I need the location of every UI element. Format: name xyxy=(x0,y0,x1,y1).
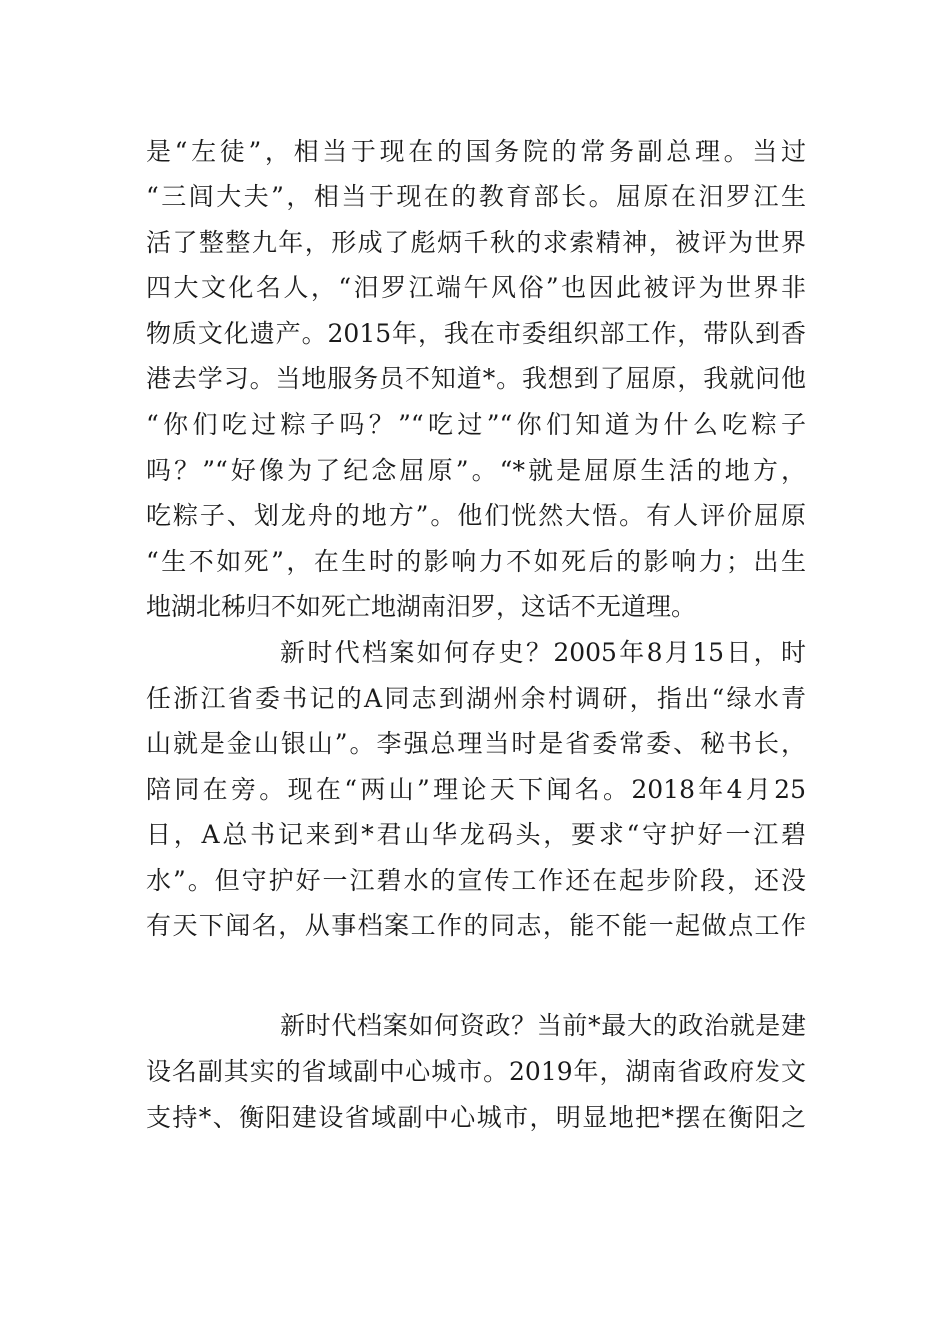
paragraph-line: 山就是金山银山”。李强总理当时是省委常委、秘书长， xyxy=(146,729,806,758)
paragraph-line: 是“左徒”，相当于现在的国务院的常务副总理。当过 xyxy=(146,137,806,166)
paragraph-line: 四大文化名人，“汨罗江端午风俗”也因此被评为世界非 xyxy=(146,273,806,302)
paragraph-line: “生不如死”，在生时的影响力不如死后的影响力；出生 xyxy=(146,547,806,576)
paragraph-line: 新时代档案如何资政？当前*最大的政治就是建 xyxy=(280,1011,806,1040)
paragraph-line: 水”。但守护好一江碧水的宣传工作还在起步阶段，还没 xyxy=(146,866,806,895)
paragraph-line: 日，A总书记来到*君山华龙码头，要求“守护好一江碧 xyxy=(146,820,806,849)
paragraph-line: 吗？”“好像为了纪念屈原”。“*就是屈原生活的地方， xyxy=(146,456,806,485)
paragraph-line: 吃粽子、划龙舟的地方”。他们恍然大悟。有人评价屈原 xyxy=(146,501,806,530)
paragraph-line: 新时代档案如何存史？2005年8月15日，时 xyxy=(280,638,806,667)
paragraph-line: 任浙江省委书记的A同志到湖州余村调研，指出“绿水青 xyxy=(146,684,806,713)
paragraph-line: 陪同在旁。现在“两山”理论天下闻名。2018年4月25 xyxy=(146,775,806,804)
paragraph-line: 活了整整九年，形成了彪炳千秋的求索精神，被评为世界 xyxy=(146,228,806,257)
paragraph-line: “三闾大夫”，相当于现在的教育部长。屈原在汨罗江生 xyxy=(146,182,806,211)
paragraph-line: 有天下闻名，从事档案工作的同志，能不能一起做点工作 xyxy=(146,911,806,940)
paragraph-line: 港去学习。当地服务员不知道*。我想到了屈原，我就问他 xyxy=(146,364,806,393)
paragraph-line: 地湖北秭归不如死亡地湖南汨罗，这话不无道理。 xyxy=(146,592,697,621)
paragraph-line: 设名副其实的省域副中心城市。2019年，湖南省政府发文 xyxy=(146,1057,806,1086)
paragraph-line: 支持*、衡阳建设省域副中心城市，明显地把*摆在衡阳之 xyxy=(146,1103,806,1132)
paragraph-line: 物质文化遗产。2015年，我在市委组织部工作，带队到香 xyxy=(146,319,806,348)
paragraph-line: “你们吃过粽子吗？”“吃过”“你们知道为什么吃粽子 xyxy=(146,410,806,439)
